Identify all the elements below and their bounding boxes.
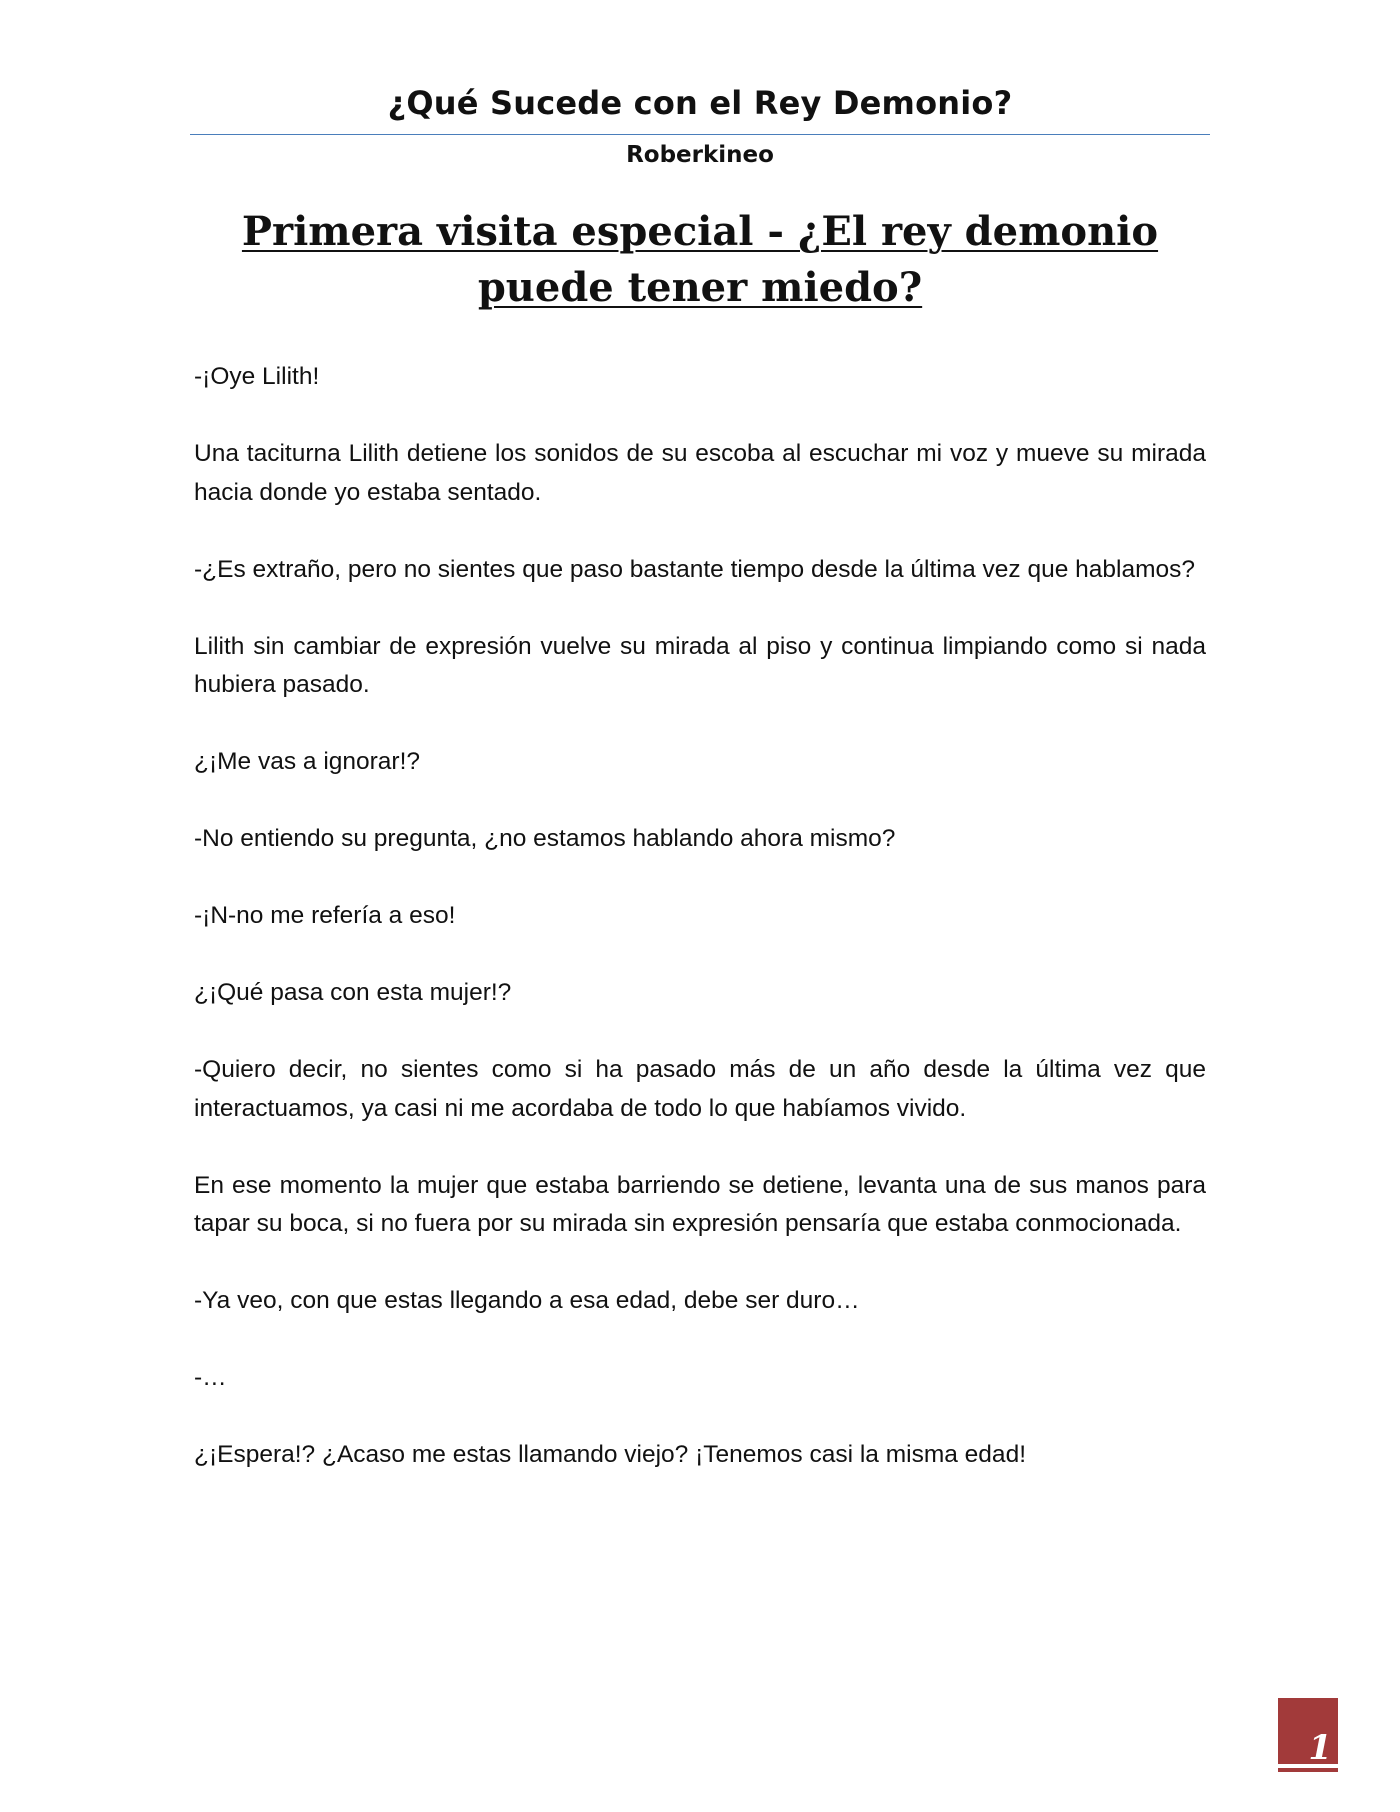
paragraph: -No entiendo su pregunta, ¿no estamos hablando ahora mismo? xyxy=(194,825,896,852)
paragraph: ¿¡Me vas a ignorar!? xyxy=(194,748,421,775)
paragraph: En ese momento la mujer que estaba barriendo se detiene, levanta una de sus manos para tapar su boca, si no fuera por su mirada sin expresión pensaría que estaba conmocionada. xyxy=(194,1171,1206,1237)
paragraph: -Ya veo, con que estas llegando a esa edad, debe ser duro… xyxy=(194,1287,860,1314)
author-name: Roberkineo xyxy=(626,142,774,168)
paragraph: ¿¡Qué pasa con esta mujer!? xyxy=(194,979,512,1006)
paragraph: -¿Es extraño, pero no sientes que paso bastante tiempo desde la última vez que hablamos? xyxy=(194,555,1196,583)
book-title: ¿Qué Sucede con el Rey Demonio? xyxy=(387,84,1013,122)
paragraph: ¿¡Espera!? ¿Acaso me estas llamando viejo? ¡Tenemos casi la misma edad! xyxy=(194,1441,1026,1468)
page-number-badge xyxy=(1278,1698,1338,1768)
chapter-title: Primera visita especial - ¿El rey demonio puede tener miedo? xyxy=(241,208,1159,311)
page-number: 1 xyxy=(1308,1728,1332,1768)
paragraph: -Quiero decir, no sientes como si ha pasado más de un año desde la última vez que interactuamos, ya casi ni me acordaba de todo lo que habíamos vivido. xyxy=(194,1056,1206,1122)
chapter-body xyxy=(194,358,1206,1513)
paragraph: Lilith sin cambiar de expresión vuelve su mirada al piso y continua limpiando como si nada hubiera pasado. xyxy=(194,632,1206,698)
page-number-underline xyxy=(1278,1768,1338,1772)
paragraph: -¡N-no me refería a eso! xyxy=(194,902,456,929)
paragraph: -¡Oye Lilith! xyxy=(194,363,320,390)
header-divider xyxy=(190,134,1210,135)
paragraph: -… xyxy=(194,1364,227,1391)
paragraph: Una taciturna Lilith detiene los sonidos de su escoba al escuchar mi voz y mueve su mirada hacia donde yo estaba sentado. xyxy=(194,440,1206,506)
